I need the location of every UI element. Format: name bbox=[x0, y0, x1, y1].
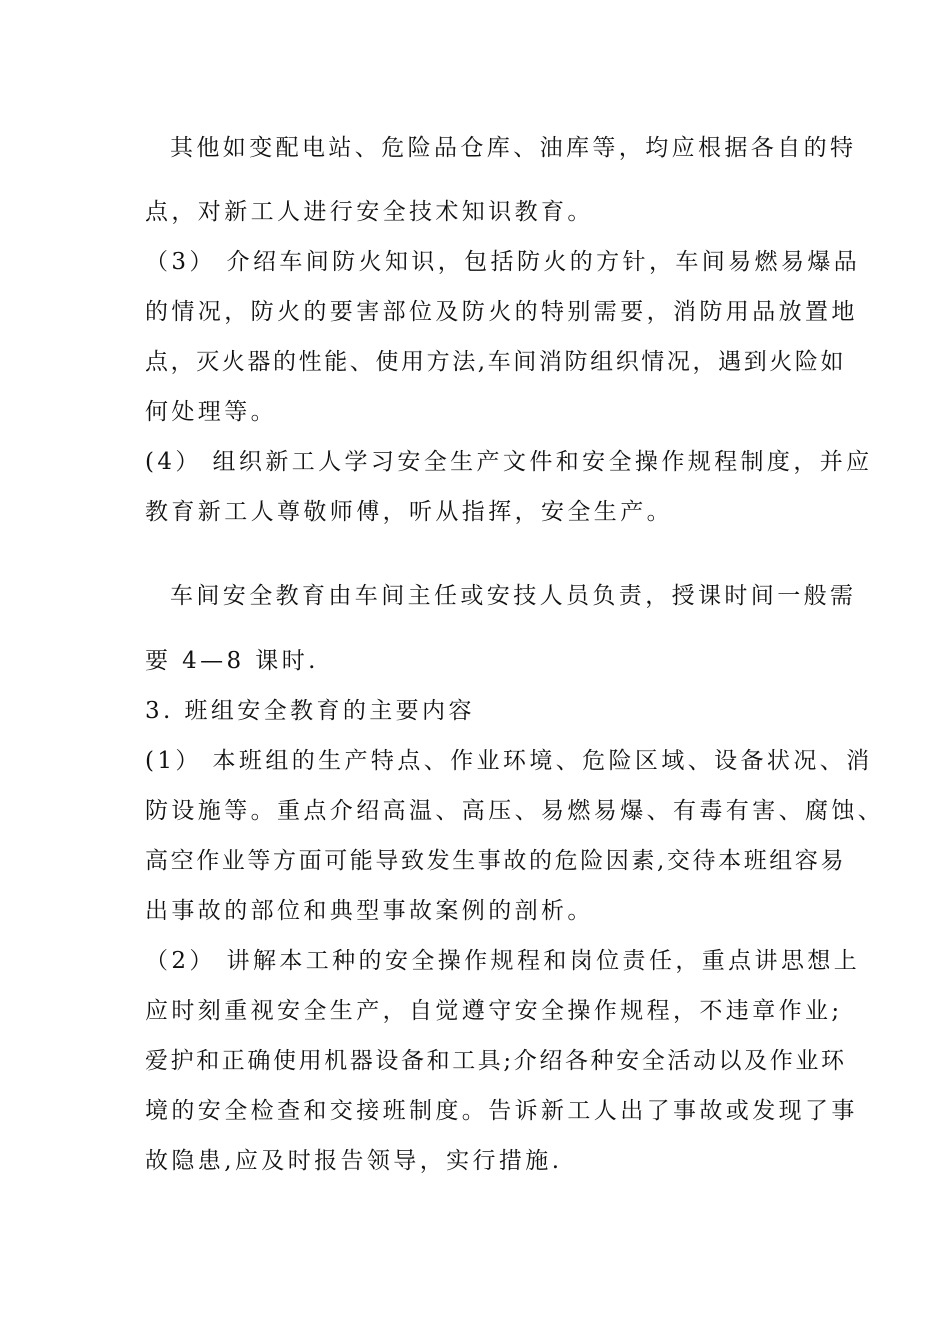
paragraph-line: 高空作业等方面可能导致发生事故的危险因素,交待本班组容易 bbox=[145, 848, 847, 874]
paragraph-line: 境的安全检查和交接班制度。告诉新工人出了事故或发现了事 bbox=[145, 1098, 858, 1124]
paragraph-line: 防设施等。重点介绍高温、高压、易燃易爆、有毒有害、腐蚀、 bbox=[145, 798, 885, 824]
paragraph-line: 车间安全教育由车间主任或安技人员负责，授课时间一般需 bbox=[170, 583, 857, 609]
paragraph-line: 出事故的部位和典型事故案例的剖析。 bbox=[145, 898, 594, 924]
paragraph-line: (4） 组织新工人学习安全生产文件和安全操作规程制度，并应 bbox=[145, 449, 873, 475]
paragraph-line: 应时刻重视安全生产，自觉遵守安全操作规程，不违章作业; bbox=[145, 998, 843, 1024]
paragraph-line: 要 4—8 课时. bbox=[145, 648, 319, 674]
paragraph-line: 点，灭火器的性能、使用方法,车间消防组织情况，遇到火险如 bbox=[145, 349, 847, 375]
paragraph-line: （3） 介绍车间防火知识，包括防火的方针，车间易燃易爆品 bbox=[145, 249, 861, 275]
paragraph-line: 教育新工人尊敬师傅，听从指挥，安全生产。 bbox=[145, 499, 673, 525]
paragraph-line: 故隐患,应及时报告领导，实行措施. bbox=[145, 1148, 563, 1174]
section-heading: 3. 班组安全教育的主要内容 bbox=[145, 698, 475, 724]
paragraph-line: (1） 本班组的生产特点、作业环境、危险区域、设备状况、消 bbox=[145, 748, 873, 774]
paragraph-line: （2） 讲解本工种的安全操作规程和岗位责任，重点讲思想上 bbox=[145, 948, 861, 974]
paragraph-line: 爱护和正确使用机器设备和工具;介绍各种安全活动以及作业环 bbox=[145, 1048, 847, 1074]
paragraph-line: 点，对新工人进行安全技术知识教育。 bbox=[145, 199, 594, 225]
paragraph-line: 其他如变配电站、危险品仓库、油库等，均应根据各自的特 bbox=[170, 135, 857, 161]
paragraph-line: 何处理等。 bbox=[145, 399, 277, 425]
paragraph-line: 的情况，防火的要害部位及防火的特别需要，消防用品放置地 bbox=[145, 299, 858, 325]
